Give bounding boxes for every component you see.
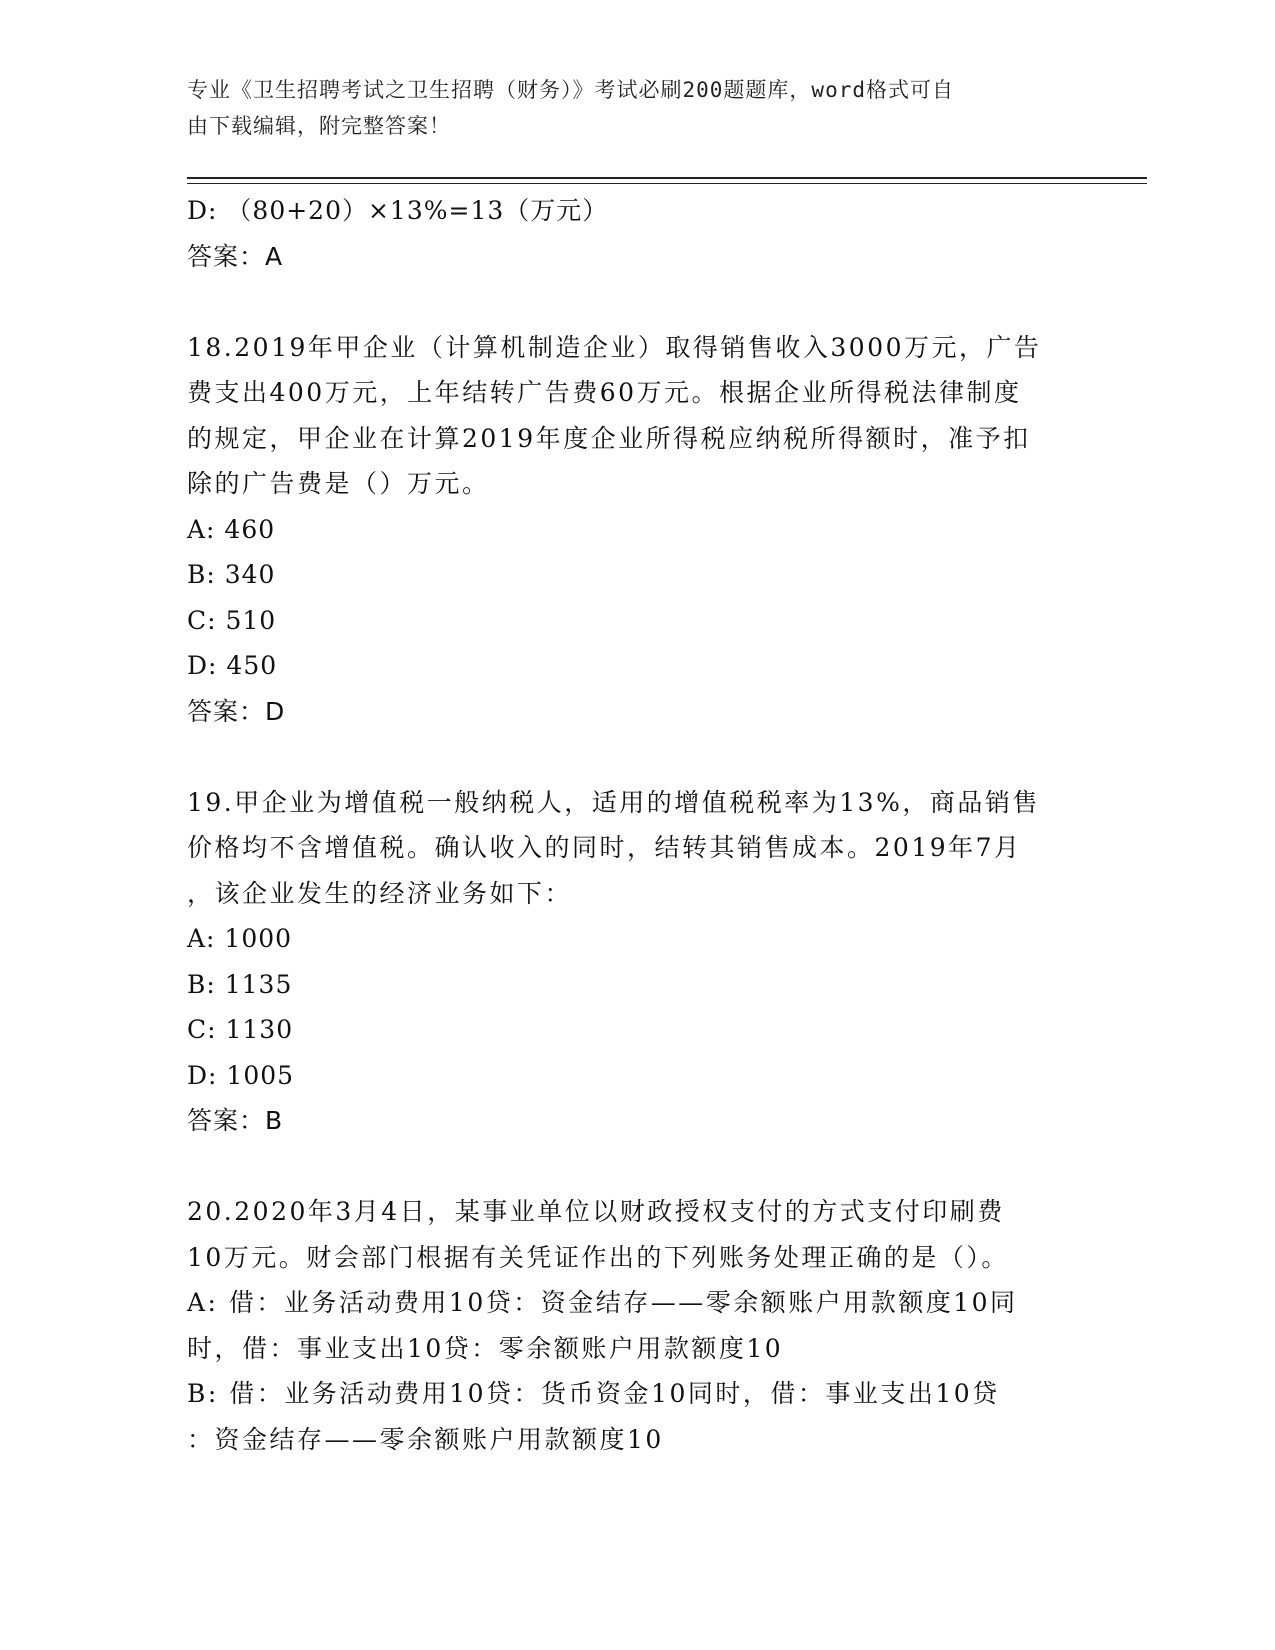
header-line-2: 由下载编辑，附完整答案！ <box>187 114 451 138</box>
option-a: A: 460 <box>187 514 276 544</box>
option-b-line: B: 借：业务活动费用10贷：货币资金10同时，借：事业支出10贷 <box>187 1379 1000 1408</box>
question-text-line: 除的广告费是（）万元。 <box>187 469 490 498</box>
option-d: D: （80+20）×13%=13（万元） <box>187 196 609 225</box>
document-header <box>187 72 1067 144</box>
spacer <box>187 734 1067 780</box>
question-text-line: 费支出400万元，上年结转广告费60万元。根据企业所得税法律制度 <box>187 378 1022 407</box>
question-text-line: 10万元。财会部门根据有关凭证作出的下列账务处理正确的是（）。 <box>187 1242 1009 1272</box>
question-19 <box>187 780 1067 1144</box>
question-text-line: 20.2020年3月4日，某事业单位以财政授权支付的方式支付印刷费 <box>187 1197 1005 1226</box>
question-18 <box>187 325 1067 735</box>
question-text-line: ，该企业发生的经济业务如下： <box>187 878 573 908</box>
header-divider-thin <box>187 183 1147 184</box>
question-20 <box>187 1189 1067 1462</box>
header-line-1: 专业《卫生招聘考试之卫生招聘（财务）》考试必刷200题题库，word格式可自 <box>187 78 954 102</box>
option-b: B: 1135 <box>187 969 293 999</box>
answer: 答案：D <box>187 696 286 726</box>
answer: 答案：B <box>187 1106 284 1135</box>
option-c: C: 1130 <box>187 1015 294 1044</box>
question-text-line: 19.甲企业为增值税一般纳税人，适用的增值税税率为13%，商品销售 <box>187 787 1040 817</box>
document-body <box>187 188 1067 1462</box>
option-d: D: 450 <box>187 651 278 680</box>
option-a-line: 时，借：事业支出10贷：零余额账户用款额度10 <box>187 1333 784 1363</box>
option-d: D: 1005 <box>187 1060 295 1090</box>
option-b: B: 340 <box>187 560 276 589</box>
previous-question-tail <box>187 188 1067 279</box>
option-a: A: 1000 <box>187 924 293 953</box>
header-divider <box>187 177 1147 179</box>
answer: 答案：A <box>187 241 284 271</box>
question-text-line: 的规定，甲企业在计算2019年度企业所得税应纳税所得额时，准予扣 <box>187 423 1031 453</box>
spacer <box>187 1144 1067 1190</box>
question-text-line: 价格均不含增值税。确认收入的同时，结转其销售成本。2019年7月 <box>187 833 1022 862</box>
option-a-line: A: 借：业务活动费用10贷：资金结存——零余额账户用款额度10同 <box>187 1288 1018 1317</box>
question-text-line: 18.2019年甲企业（计算机制造企业）取得销售收入3000万元，广告 <box>187 332 1042 362</box>
option-b-line: ：资金结存——零余额账户用款额度10 <box>187 1424 664 1454</box>
spacer <box>187 279 1067 325</box>
option-c: C: 510 <box>187 605 277 635</box>
